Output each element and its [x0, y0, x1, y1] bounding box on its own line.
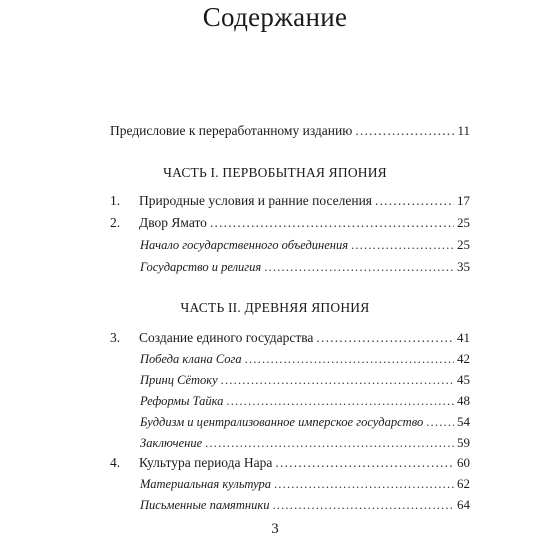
chapter-number: 4.	[110, 455, 121, 470]
chapter-number: 3.	[110, 330, 121, 345]
toc-entry-page: 64	[457, 497, 470, 512]
toc-entry-title: Природные условия и ранние поселения	[139, 193, 373, 208]
toc-entry-chapter-2[interactable]	[110, 215, 470, 233]
toc-entry-preface[interactable]	[110, 123, 470, 141]
leader-dots	[355, 123, 454, 139]
toc-entry-title: Предисловие к переработанному изданию	[110, 123, 353, 138]
toc-entry-chapter-3[interactable]	[110, 330, 470, 348]
toc-entry-page: 54	[457, 414, 470, 429]
toc-entry-page: 25	[457, 215, 470, 230]
toc-subentry[interactable]	[140, 372, 470, 390]
toc-entry-page: 11	[457, 123, 470, 138]
toc-subentry[interactable]	[140, 435, 470, 453]
leader-dots	[316, 330, 454, 346]
toc-entry-title: Создание единого государства	[139, 330, 314, 345]
part-heading-2: ЧАСТЬ II. ДРЕВНЯЯ ЯПОНИЯ	[180, 300, 370, 315]
page-number: 3	[271, 521, 279, 537]
toc-entry-title: Двор Ямато	[139, 215, 207, 230]
toc-subentry[interactable]	[140, 351, 470, 369]
leader-dots	[245, 352, 454, 367]
toc-entry-title: Начало государственного объединения	[140, 238, 349, 252]
leader-dots	[375, 193, 454, 209]
toc-subentry[interactable]	[140, 476, 470, 494]
toc-subentry[interactable]	[140, 414, 470, 432]
toc-entry-title: Письменные памятники	[140, 498, 270, 512]
leader-dots	[426, 415, 454, 430]
leader-dots	[221, 373, 454, 388]
toc-entry-title: Заключение	[140, 436, 203, 450]
toc-entry-title: Государство и религия	[140, 260, 262, 274]
toc-subentry[interactable]	[140, 237, 470, 255]
toc-subentry[interactable]	[140, 259, 470, 277]
toc-entry-title: Победа клана Сога	[140, 352, 242, 366]
toc-entry-page: 59	[457, 435, 470, 450]
toc-entry-page: 62	[457, 476, 470, 491]
toc-entry-page: 45	[457, 372, 470, 387]
toc-entry-page: 35	[457, 259, 470, 274]
toc-entry-page: 48	[457, 393, 470, 408]
toc-entry-title: Культура периода Нара	[139, 455, 273, 470]
toc-entry-title: Буддизм и централизованное имперское государство	[140, 415, 424, 429]
toc-subentry[interactable]	[140, 393, 470, 411]
toc-entry-page: 17	[457, 193, 470, 208]
toc-entry-title: Реформы Тайка	[140, 394, 224, 408]
toc-entry-page: 41	[457, 330, 470, 345]
leader-dots	[205, 436, 454, 451]
leader-dots	[272, 498, 454, 513]
leader-dots	[274, 477, 454, 492]
toc-entry-title: Принц Сётоку	[140, 373, 218, 387]
toc-subentry[interactable]	[140, 497, 470, 515]
chapter-number: 1.	[110, 193, 121, 208]
toc-entry-chapter-4[interactable]	[110, 455, 470, 473]
chapter-number: 2.	[110, 215, 121, 230]
leader-dots	[226, 394, 454, 409]
toc-entry-chapter-1[interactable]	[110, 193, 470, 211]
leader-dots	[275, 455, 454, 471]
part-heading-1: ЧАСТЬ I. ПЕРВОБЫТНАЯ ЯПОНИЯ	[163, 165, 387, 180]
toc-entry-page: 42	[457, 351, 470, 366]
toc-entry-title: Материальная культура	[140, 477, 271, 491]
leader-dots	[351, 238, 454, 253]
toc-entry-page: 25	[457, 237, 470, 252]
page-title: Содержание	[202, 2, 348, 32]
leader-dots	[264, 260, 454, 275]
leader-dots	[210, 215, 454, 231]
toc-entry-page: 60	[457, 455, 470, 470]
